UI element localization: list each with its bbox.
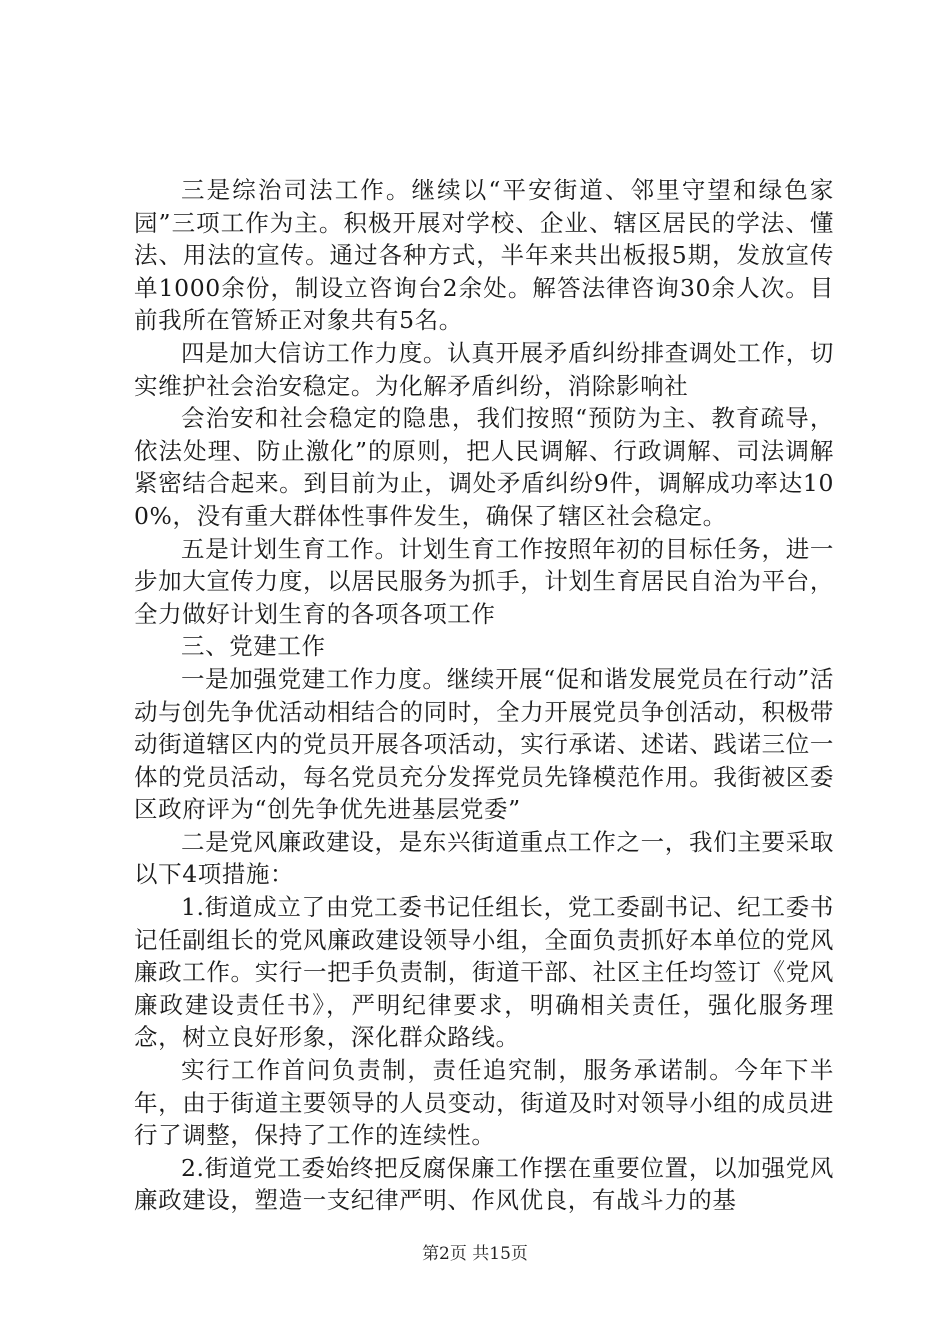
- paragraph-party-building: 一是加强党建工作力度。继续开展“促和谐发展党员在行动”活动与创先争优活动相结合的同时，全力开展党员争创活动，积极带动街道辖区内的党员开展各项活动，实行承诺、述诺、践诺三位一体的党员活动，每名党员充分发挥党员先锋模范作用。我街被区委区政府评为“创先争优先进基层党委”: [134, 664, 834, 824]
- paragraph-measure-2: 2.街道党工委始终把反腐保廉工作摆在重要位置，以加强党风廉政建设，塑造一支纪律严明、作风优良，有战斗力的基: [134, 1153, 834, 1215]
- paragraph-integrity-intro: 二是党风廉政建设，是东兴街道重点工作之一，我们主要采取以下4项措施：: [134, 827, 834, 889]
- document-body: [134, 174, 834, 1217]
- page-number-label: 第2页 共15页: [422, 1244, 528, 1264]
- paragraph-legal-work: 三是综治司法工作。继续以“平安街道、邻里守望和绿色家园”三项工作为主。积极开展对学校、企业、辖区居民的学法、懂法、用法的宣传。通过各种方式，半年来共出板报5期，发放宣传单1000余份，制设立咨询台2余处。解答法律咨询30余人次。目前我所在管矫正对象共有5名。: [134, 176, 834, 335]
- section-heading-party-building: 三、党建工作: [181, 632, 326, 661]
- paragraph-responsibility-system: 实行工作首问负责制，责任追究制，服务承诺制。今年下半年，由于街道主要领导的人员变动，街道及时对领导小组的成员进行了调整，保持了工作的连续性。: [134, 1056, 834, 1150]
- paragraph-family-planning: 五是计划生育工作。计划生育工作按照年初的目标任务，进一步加大宣传力度，以居民服务为抓手，计划生育居民自治为平台，全力做好计划生育的各项各项工作: [134, 534, 834, 628]
- paragraph-measure-1: 1.街道成立了由党工委书记任组长，党工委副书记、纪工委书记任副组长的党风廉政建设领导小组，全面负责抓好本单位的党风廉政工作。实行一把手负责制，街道干部、社区主任均签订《党风廉政建设责任书》，严明纪律要求，明确相关责任，强化服务理念，树立良好形象，深化群众路线。: [134, 893, 834, 1052]
- paragraph-petition-continued: 会治安和社会稳定的隐患，我们按照“预防为主、教育疏导，依法处理、防止激化”的原则，把人民调解、行政调解、司法调解紧密结合起来。到目前为止，调处矛盾纠纷9件，调解成功率达100%，没有重大群体性事件发生，确保了辖区社会稳定。: [134, 404, 834, 530]
- paragraph-petition-work: 四是加大信访工作力度。认真开展矛盾纠纷排查调处工作，切实维护社会治安稳定。为化解矛盾纠纷，消除影响社: [134, 338, 834, 400]
- page-footer: [0, 1244, 950, 1264]
